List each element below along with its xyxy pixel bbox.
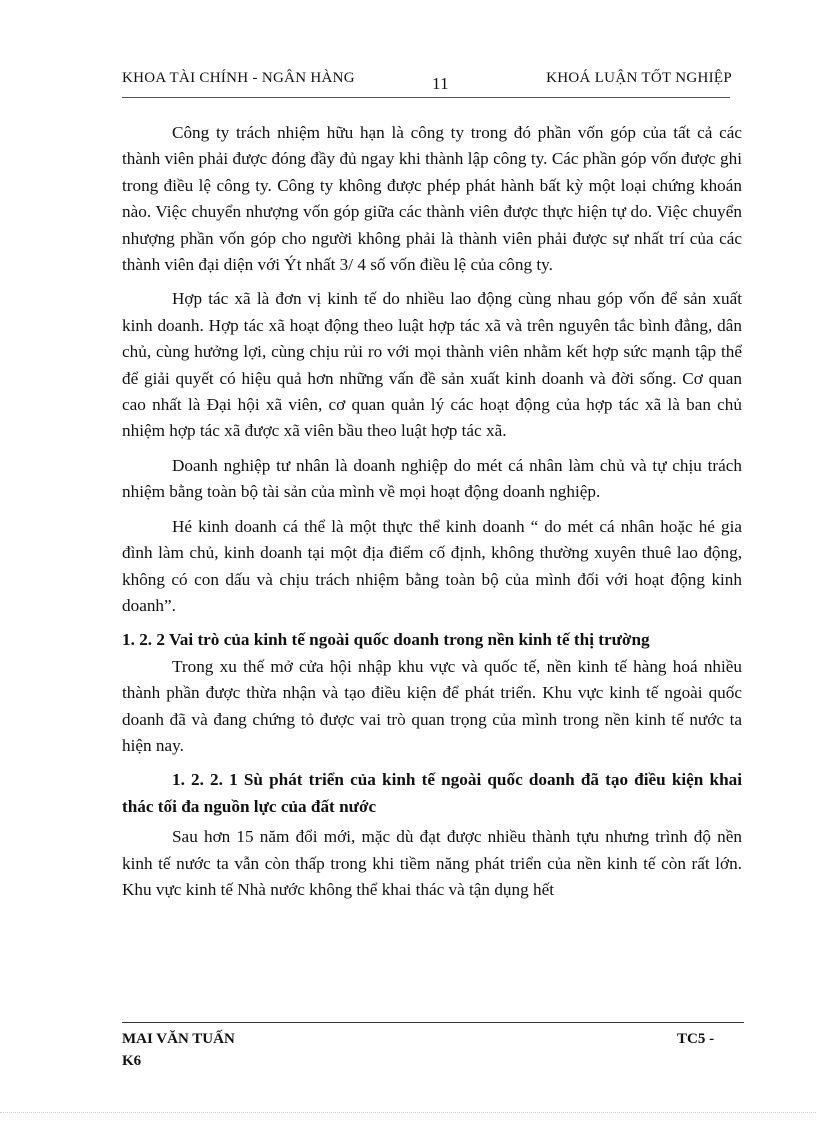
footer-class-code-cont: K6 [122,1053,142,1069]
paragraph-development: Sau hơn 15 năm đổi mới, mặc dù đạt được nhiều thành tựu nhưng trình độ nền kinh tế nước ta vẫn còn thấp trong khi tiềm năng phát triển của nền kinh tế còn rất lớn. Khu vực kinh tế Nhà nước không thể khai thác và tận dụng hết [122,827,742,899]
paragraph-private-enterprise: Doanh nghiệp tư nhân là doanh nghiệp do mét cá nhân làm chủ và tự chịu trách nhiệm bằng toàn bộ tài sản của mình về mọi hoạt động doanh nghiệp. [122,455,742,502]
footer-author: MAI VĂN TUẤN [122,1031,235,1047]
footer-class-code: TC5 - [677,1031,715,1047]
footer-divider [122,1022,744,1023]
paragraph-llc: Công ty trách nhiệm hữu hạn là công ty trong đó phần vốn góp của tất cả các thành viên phải được đóng đầy đủ ngay khi thành lập công ty. Các phần góp vốn được ghi trong điều lệ công ty. Công ty không được phép phát hành bất kỳ một loại chứng khoán nào. Việc chuyển nhượng vốn góp giữa các thành viên được thực hiện tự do. Việc chuyển nhượng phần vốn góp cho người không phải là thành viên phải được sự nhất trí của các thành viên đại diện với Ýt nhất 3/ 4 số vốn điều lệ của công ty. [122,123,742,275]
header-thesis-label: KHOÁ LUẬN TỐT NGHIỆP [546,70,732,86]
section-heading-1-2-2: 1. 2. 2 Vai trò của kinh tế ngoài quốc doanh trong nền kinh tế thị trường [122,630,650,650]
header-faculty: KHOA TÀI CHÍNH - NGÂN HÀNG [122,70,355,86]
page-number: 11 [432,74,449,93]
paragraph-cooperative: Hợp tác xã là đơn vị kinh tế do nhiều lao động cùng nhau góp vốn để sản xuất kinh doanh. Hợp tác xã hoạt động theo luật hợp tác xã và trên nguyên tắc bình đẳng, dân chủ, cùng hưởng lợi, cùng chịu rủi ro với mọi thành viên nhằm kết hợp sức mạnh tập thể để giải quyết có hiệu quả hơn những vấn đề sản xuất kinh doanh và đời sống. Cơ quan cao nhất là Đại hội xã viên, cơ quan quản lý các hoạt động của hợp tác xã là ban chủ nhiệm hợp tác xã được xã viên bầu theo luật hợp tác xã. [122,289,742,441]
page-bottom-border [0,1112,816,1113]
page-header [122,70,732,92]
paragraph-role: Trong xu thế mở cửa hội nhập khu vực và quốc tế, nền kinh tế hàng hoá nhiều thành phần được thừa nhận và tạo điều kiện để phát triển. Khu vực kinh tế ngoài quốc doanh đã và đang chứng tỏ được vai trò quan trọng của mình trong nền kinh tế nước ta hiện nay. [122,656,742,755]
header-divider [122,97,730,98]
document-body [122,120,742,911]
section-heading-1-2-2-1: 1. 2. 2. 1 Sù phát triển của kinh tế ngoài quốc doanh đã tạo điều kiện khai thác tối đa nguồn lực của đất nước [122,770,742,816]
paragraph-household-business: Hé kinh doanh cá thể là một thực thể kinh doanh “ do mét cá nhân hoặc hé gia đình làm chủ, kinh doanh tại một địa điểm cố định, không thường xuyên thuê lao động, không có con dấu và chịu trách nhiệm bằng toàn bộ của mình đối với hoạt động kinh doanh”. [122,516,742,615]
